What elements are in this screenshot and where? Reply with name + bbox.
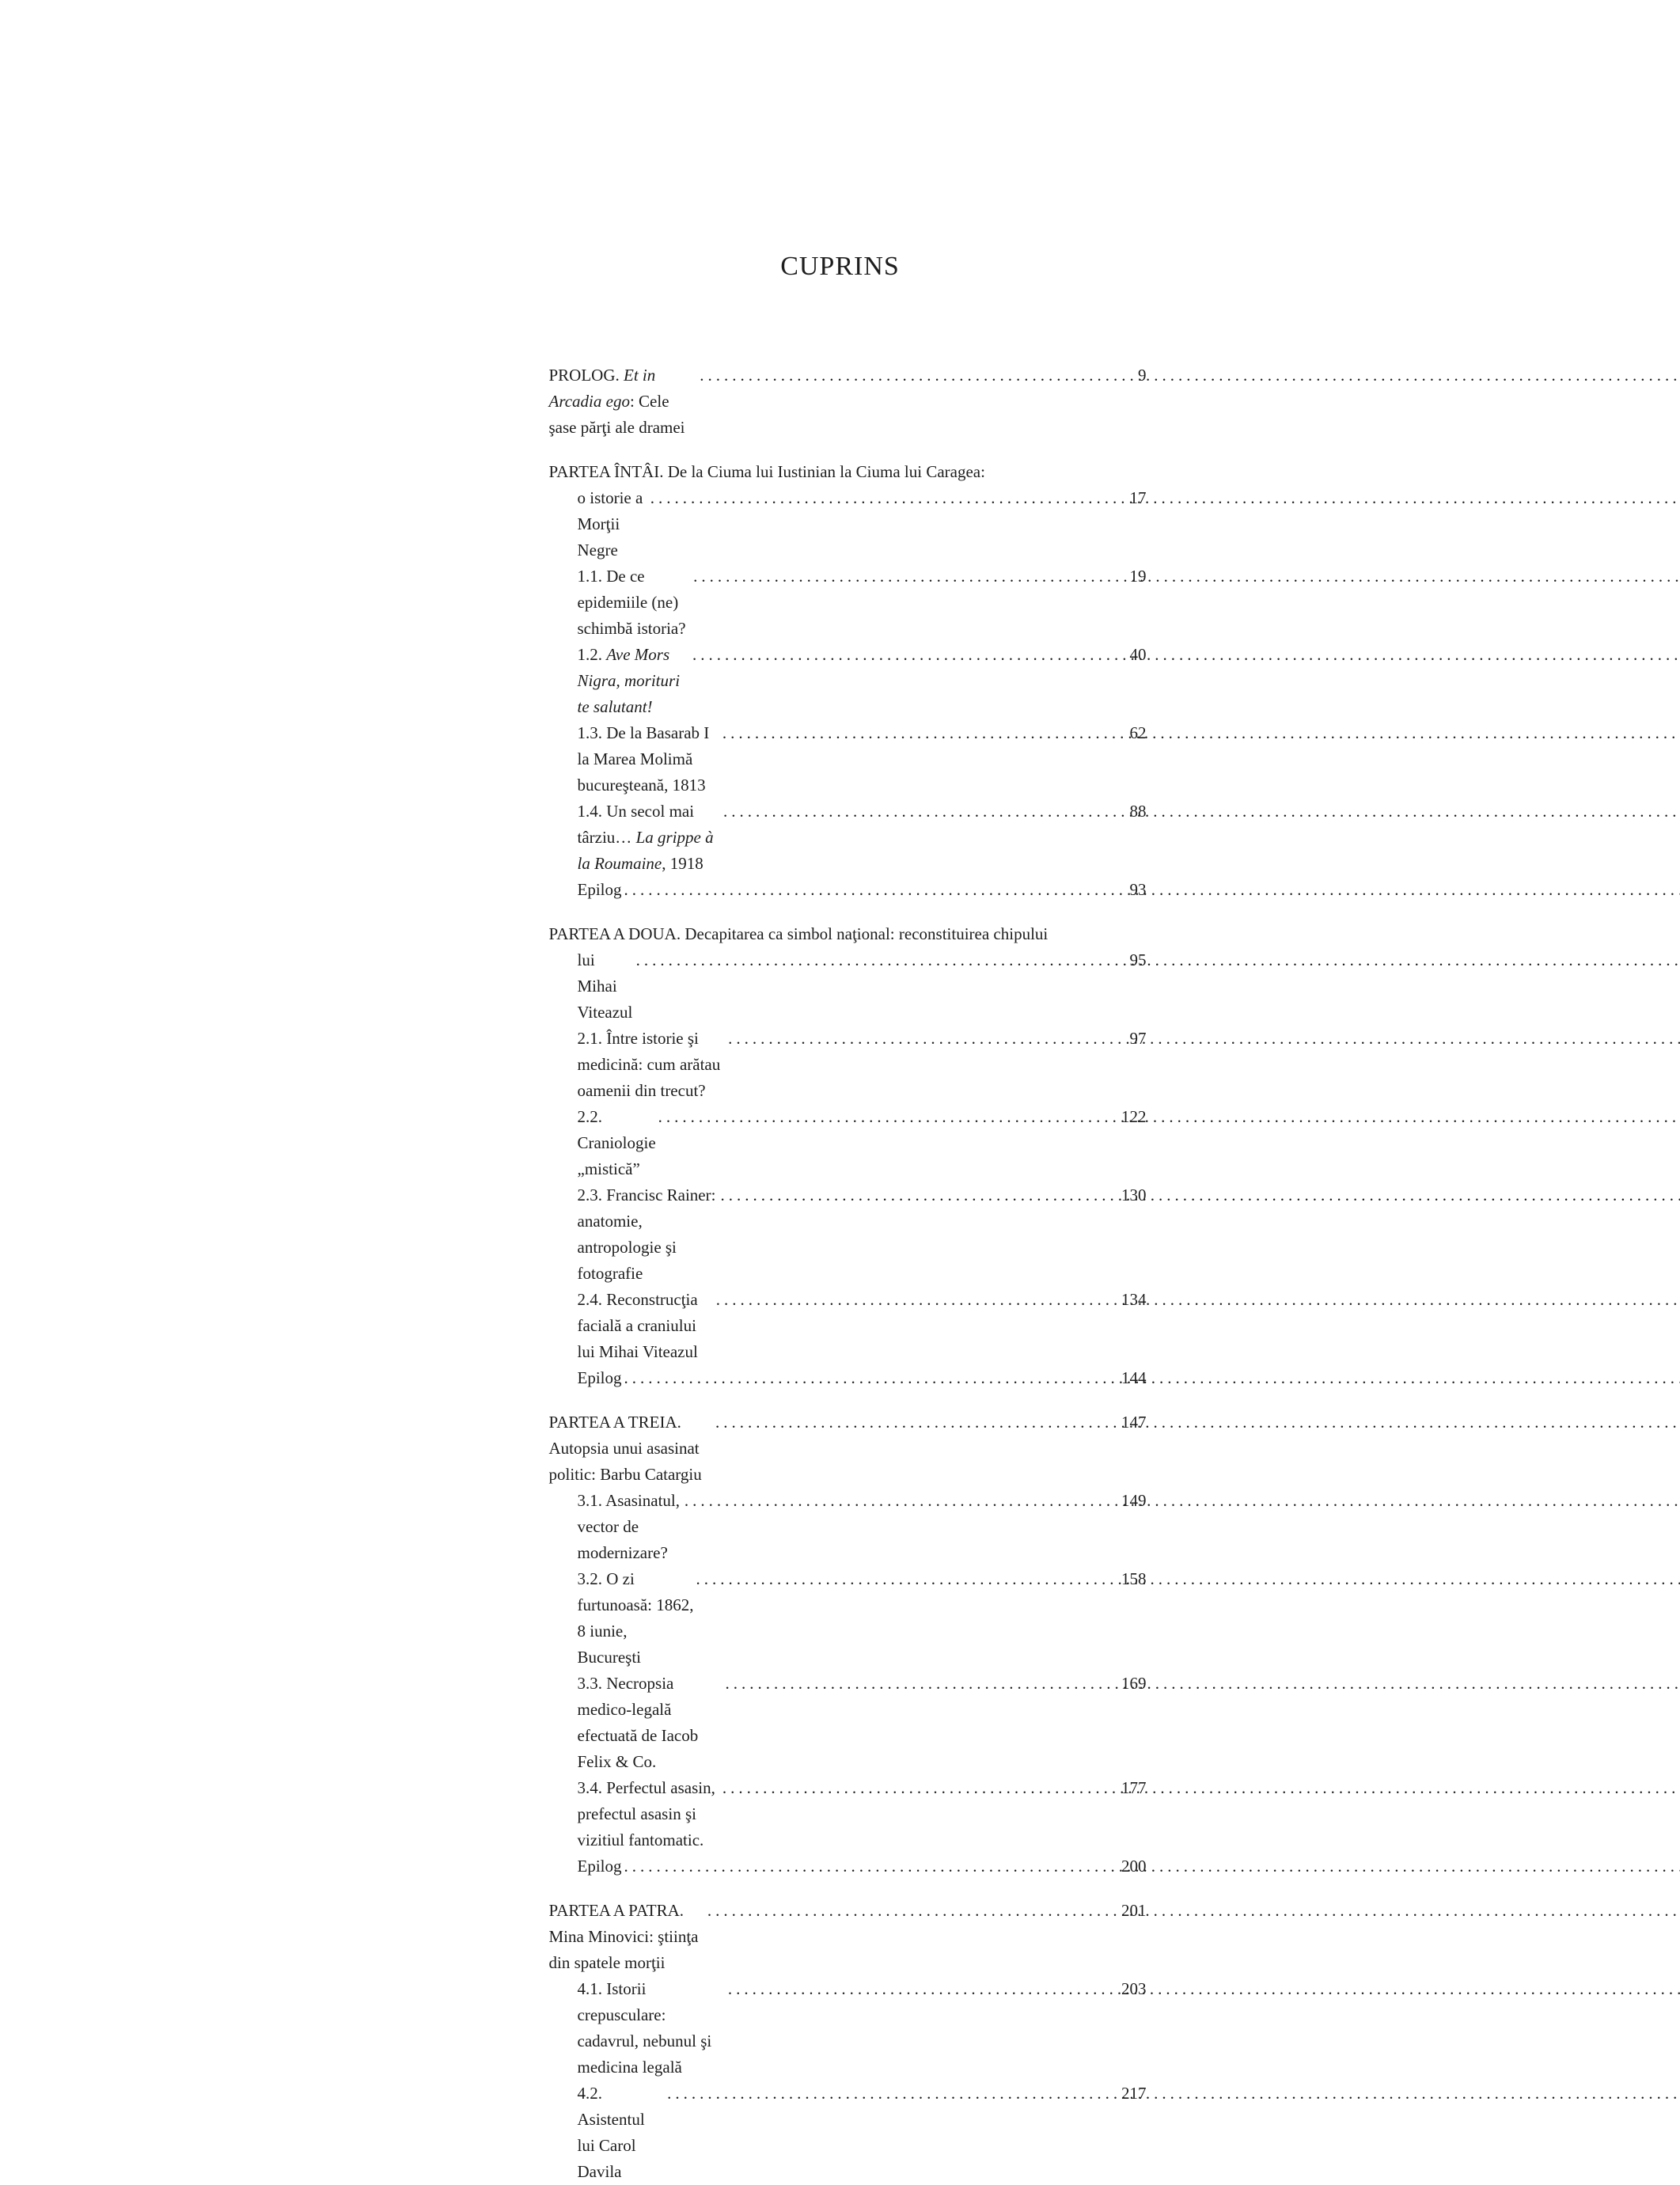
toc-entry-segment-italic: La grippe à la Roumaine [577,828,718,873]
toc-entry-segment: 3.3. Necropsia medico-legală efectuată de Iacob Felix & Co. [577,1674,703,1771]
toc-entry-text [577,1104,660,1182]
toc-row-ch-1-2 [549,642,1147,720]
toc-entry-segment: , 1918 [662,854,703,873]
toc-entry-text [578,1671,723,1775]
toc-entry-segment: 3.4. Perfectul asasin, prefectul asasin şi vizitiul fantomatic. [577,1778,720,1849]
toc-row-part-3 [549,1409,1147,1488]
toc-entry-text [578,1976,726,2081]
dot-leader [728,1026,1126,1052]
toc-row-ch-3-1 [549,1488,1147,1566]
dot-leader [624,1365,1119,1391]
toc-list [549,362,1147,2185]
toc-entry-segment: 2.4. Reconstrucţia facială a craniului lui Mihai Viteazul [577,1290,702,1361]
page-number: 177 [1121,1778,1147,1797]
toc-entry-text [578,642,691,720]
dot-leader [636,947,1127,973]
toc-entry-segment: PROLOG. [548,366,624,385]
toc-entry-text [577,1853,626,1880]
page-number: 134 [1121,1290,1147,1309]
toc-row-epilog-3 [549,1853,1147,1880]
dot-leader [700,362,1135,389]
toc-entry-segment [653,697,657,716]
dot-leader [650,485,1127,511]
toc-entry-segment: PARTEA A TREIA. Autopsia unui asasinat politic: Barbu Catargiu [548,1413,703,1484]
toc-entry-segment-italic: Ave Mors Nigra, morituri te salutant! [577,645,685,716]
page-number: 217 [1121,2084,1147,2103]
toc-row-part-2-line-1 [549,921,1147,947]
page-number: 147 [1121,1413,1147,1432]
page-title: CUPRINS [780,252,900,281]
page-number: 149 [1121,1491,1147,1510]
dot-leader [720,1182,1118,1208]
toc-entry-text [549,362,698,441]
toc-row-epilog-2 [549,1365,1147,1391]
dot-leader [707,1898,1118,1924]
toc-entry-text [578,1287,714,1365]
dot-leader [693,563,1126,590]
toc-row-part-4 [549,1898,1147,1976]
page-number: 122 [1121,1107,1147,1126]
page-number: 62 [1129,723,1147,742]
toc-entry-text [578,1775,720,1853]
toc-entry-text [549,921,1049,947]
toc-entry-segment: 2.3. Francisc Rainer: anatomie, antropologie şi fotografie [577,1185,720,1283]
page-number: 203 [1121,1979,1147,1998]
page-number: 201 [1121,1901,1147,1920]
dot-leader [667,2081,1118,2107]
toc-entry-segment: 1.2. [577,645,607,664]
toc-entry-segment: PARTEA A PATRA. Mina Minovici: ştiinţa din spatele morţii [548,1901,703,1972]
page-number: 93 [1129,880,1147,899]
toc-entry-text [577,877,626,903]
dot-leader [722,720,1127,746]
dot-leader [658,1104,1118,1130]
toc-row-part-1-line-1 [549,459,1147,485]
page-number: 200 [1121,1857,1147,1876]
toc-row-part-2-line-2 [549,947,1147,1026]
page-number: 17 [1129,488,1147,507]
dot-leader [728,1976,1118,2002]
toc-entry-text [549,1898,705,1976]
toc-entry-text [578,1026,726,1104]
toc-entry-segment: Epilog [577,880,626,899]
toc-entry-text [577,1488,685,1566]
toc-entry-text [577,1566,698,1671]
page-number: 40 [1129,645,1147,664]
toc-row-ch-3-2 [549,1566,1147,1671]
dot-leader [716,1287,1118,1313]
toc-row-part-1-line-2 [549,485,1147,563]
toc-entry-segment-italic: Et in Arcadia ego [548,366,660,411]
toc-row-ch-4-2 [549,2081,1147,2185]
page-number: 130 [1121,1185,1147,1204]
toc-entry-segment: PARTEA A DOUA. Decapitarea ca simbol naţional: reconstituirea chipului [548,924,1049,943]
toc-entry-segment: 1.4. Un secol mai târziu… [577,802,699,847]
toc-entry-segment: 3.2. O zi furtunoasă: 1862, 8 iunie, Bucureşti [577,1569,698,1667]
page-number: 144 [1121,1368,1147,1387]
toc-entry-segment: 2.1. Între istorie şi medicină: cum arătau oamenii din trecut? [577,1029,725,1100]
dot-leader [722,1775,1118,1801]
toc-entry-segment: 3.1. Asasinatul, vector de modernizare? [577,1491,685,1562]
toc-row-ch-1-3 [549,720,1147,799]
toc-entry-segment: 4.2. Asistentul lui Carol Davila [577,2084,649,2181]
toc-row-ch-1-1 [549,563,1147,642]
page-number: 169 [1121,1674,1147,1693]
toc-row-ch-2-1 [549,1026,1147,1104]
toc-entry-text [578,799,722,877]
toc-entry-text [578,720,720,799]
page-number: 19 [1129,567,1147,586]
toc-entry-text [577,1365,626,1391]
toc-entry-segment: 1.3. De la Basarab I la Marea Molimă bucureşteană, 1813 [577,723,714,795]
toc-entry-text [577,947,637,1026]
toc-entry-text [549,1409,714,1488]
page-number: 95 [1129,950,1147,969]
toc-row-ch-2-2 [549,1104,1147,1182]
toc-entry-text [578,2081,666,2185]
toc-row-ch-3-4 [549,1775,1147,1853]
toc-row-prolog [549,362,1147,441]
toc-row-ch-4-1 [549,1976,1147,2081]
dot-leader [696,1566,1118,1592]
dot-leader [726,1671,1118,1697]
toc-entry-text [549,459,985,485]
toc-entry-segment: 1.1. De ce epidemiile (ne) schimbă istoria? [577,567,686,638]
toc-entry-segment: 2.2. Craniologie „mistică” [577,1107,660,1178]
page-number: 88 [1129,802,1147,821]
toc-entry-text [578,1182,719,1287]
dot-leader [624,877,1127,903]
toc-row-ch-1-4 [549,799,1147,877]
toc-entry-segment: 4.1. Istorii crepusculare: cadavrul, nebunul şi medicina legală [577,1979,716,2077]
dot-leader [723,799,1126,825]
book-page [405,0,1276,2181]
toc-entry-segment: o istorie a Morţii Negre [577,488,647,560]
toc-entry-segment: lui Mihai Viteazul [577,950,637,1022]
dot-leader [715,1409,1118,1436]
toc-entry-segment: : Cele şase părţi ale dramei [548,392,685,437]
page-number: 158 [1121,1569,1147,1588]
toc-entry-segment: Epilog [577,1368,626,1387]
toc-entry-text [578,485,648,563]
dot-leader [685,1488,1118,1514]
page-number: 9 [1138,366,1147,385]
dot-leader [624,1853,1119,1880]
page-number: 97 [1129,1029,1147,1048]
dot-leader [692,642,1126,668]
toc-entry-text [578,563,692,642]
toc-entry-segment: PARTEA ÎNTÂI. De la Ciuma lui Iustinian la Ciuma lui Caragea: [548,462,985,481]
toc-row-ch-2-4 [549,1287,1147,1365]
toc-row-ch-2-3 [549,1182,1147,1287]
toc-entry-segment: Epilog [577,1857,626,1876]
toc-row-ch-3-3 [549,1671,1147,1775]
toc-row-epilog-1 [549,877,1147,903]
